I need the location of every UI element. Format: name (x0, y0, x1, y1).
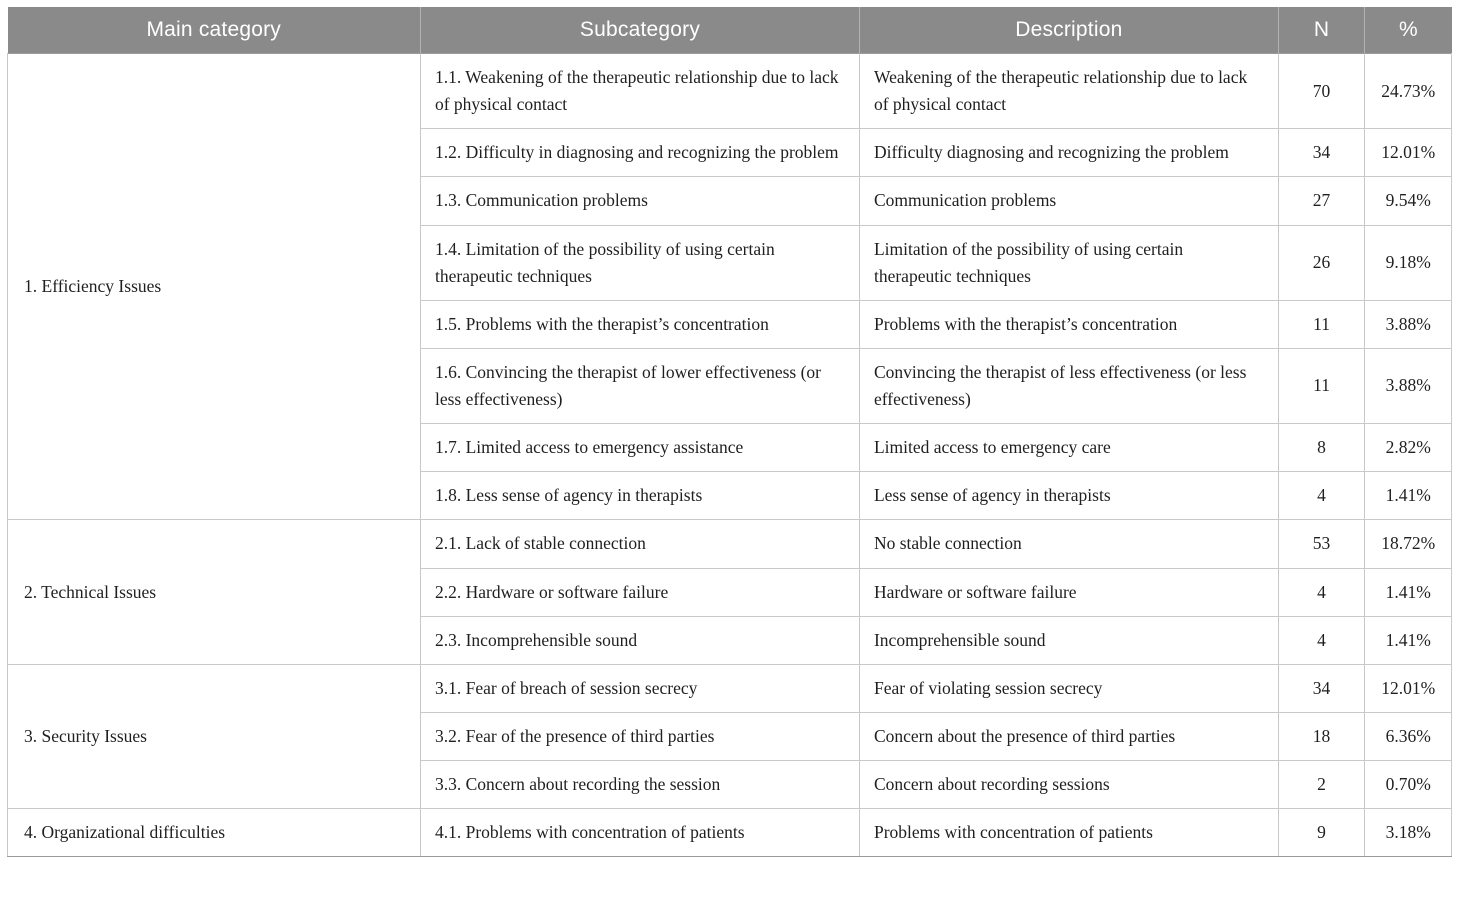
count-cell: 18 (1278, 712, 1365, 760)
main-category-cell: 3. Security Issues (8, 664, 421, 808)
col-header-percent: % (1365, 7, 1452, 54)
percent-cell: 0.70% (1365, 761, 1452, 809)
table-row (8, 809, 1452, 857)
subcategory-cell: 1.2. Difficulty in diagnosing and recognizing the problem (420, 129, 859, 177)
description-cell: Problems with the therapist’s concentration (859, 300, 1278, 348)
main-category-cell: 2. Technical Issues (8, 520, 421, 664)
percent-cell: 12.01% (1365, 129, 1452, 177)
header-row (8, 7, 1452, 54)
description-cell: Fear of violating session secrecy (859, 664, 1278, 712)
percent-cell: 1.41% (1365, 616, 1452, 664)
count-cell: 27 (1278, 177, 1365, 225)
percent-cell: 9.54% (1365, 177, 1452, 225)
description-cell: Communication problems (859, 177, 1278, 225)
table-row (8, 664, 1452, 712)
description-cell: Limited access to emergency care (859, 424, 1278, 472)
subcategory-cell: 3.3. Concern about recording the session (420, 761, 859, 809)
count-cell: 4 (1278, 616, 1365, 664)
subcategory-cell: 3.2. Fear of the presence of third parties (420, 712, 859, 760)
description-cell: Weakening of the therapeutic relationship due to lack of physical contact (859, 54, 1278, 129)
description-cell: Hardware or software failure (859, 568, 1278, 616)
percent-cell: 2.82% (1365, 424, 1452, 472)
subcategory-cell: 1.3. Communication problems (420, 177, 859, 225)
subcategory-cell: 2.3. Incomprehensible sound (420, 616, 859, 664)
count-cell: 9 (1278, 809, 1365, 857)
main-category-cell: 1. Efficiency Issues (8, 54, 421, 520)
count-cell: 53 (1278, 520, 1365, 568)
percent-cell: 18.72% (1365, 520, 1452, 568)
description-cell: Concern about recording sessions (859, 761, 1278, 809)
count-cell: 34 (1278, 129, 1365, 177)
description-cell: Concern about the presence of third parties (859, 712, 1278, 760)
count-cell: 4 (1278, 568, 1365, 616)
percent-cell: 12.01% (1365, 664, 1452, 712)
description-cell: Less sense of agency in therapists (859, 472, 1278, 520)
table-header (8, 7, 1452, 54)
percent-cell: 3.18% (1365, 809, 1452, 857)
subcategory-cell: 2.2. Hardware or software failure (420, 568, 859, 616)
count-cell: 70 (1278, 54, 1365, 129)
table-row (8, 54, 1452, 129)
table-row (8, 520, 1452, 568)
count-cell: 11 (1278, 300, 1365, 348)
col-header-description: Description (859, 7, 1278, 54)
subcategory-cell: 2.1. Lack of stable connection (420, 520, 859, 568)
subcategory-cell: 1.8. Less sense of agency in therapists (420, 472, 859, 520)
main-category-cell: 4. Organizational difficulties (8, 809, 421, 857)
col-header-main-category: Main category (8, 7, 421, 54)
subcategory-cell: 1.7. Limited access to emergency assistance (420, 424, 859, 472)
subcategory-cell: 1.1. Weakening of the therapeutic relationship due to lack of physical contact (420, 54, 859, 129)
percent-cell: 1.41% (1365, 568, 1452, 616)
subcategory-cell: 1.4. Limitation of the possibility of using certain therapeutic techniques (420, 225, 859, 300)
count-cell: 34 (1278, 664, 1365, 712)
count-cell: 4 (1278, 472, 1365, 520)
percent-cell: 1.41% (1365, 472, 1452, 520)
description-cell: No stable connection (859, 520, 1278, 568)
col-header-n: N (1278, 7, 1365, 54)
count-cell: 2 (1278, 761, 1365, 809)
percent-cell: 3.88% (1365, 348, 1452, 423)
percent-cell: 6.36% (1365, 712, 1452, 760)
description-cell: Difficulty diagnosing and recognizing the problem (859, 129, 1278, 177)
subcategory-cell: 1.6. Convincing the therapist of lower effectiveness (or less effectiveness) (420, 348, 859, 423)
category-table (7, 7, 1452, 857)
percent-cell: 3.88% (1365, 300, 1452, 348)
percent-cell: 9.18% (1365, 225, 1452, 300)
col-header-subcategory: Subcategory (420, 7, 859, 54)
table-body (8, 54, 1452, 857)
subcategory-cell: 1.5. Problems with the therapist’s concentration (420, 300, 859, 348)
percent-cell: 24.73% (1365, 54, 1452, 129)
subcategory-cell: 3.1. Fear of breach of session secrecy (420, 664, 859, 712)
description-cell: Problems with concentration of patients (859, 809, 1278, 857)
count-cell: 11 (1278, 348, 1365, 423)
count-cell: 8 (1278, 424, 1365, 472)
count-cell: 26 (1278, 225, 1365, 300)
subcategory-cell: 4.1. Problems with concentration of patients (420, 809, 859, 857)
description-cell: Incomprehensible sound (859, 616, 1278, 664)
description-cell: Limitation of the possibility of using certain therapeutic techniques (859, 225, 1278, 300)
description-cell: Convincing the therapist of less effectiveness (or less effectiveness) (859, 348, 1278, 423)
